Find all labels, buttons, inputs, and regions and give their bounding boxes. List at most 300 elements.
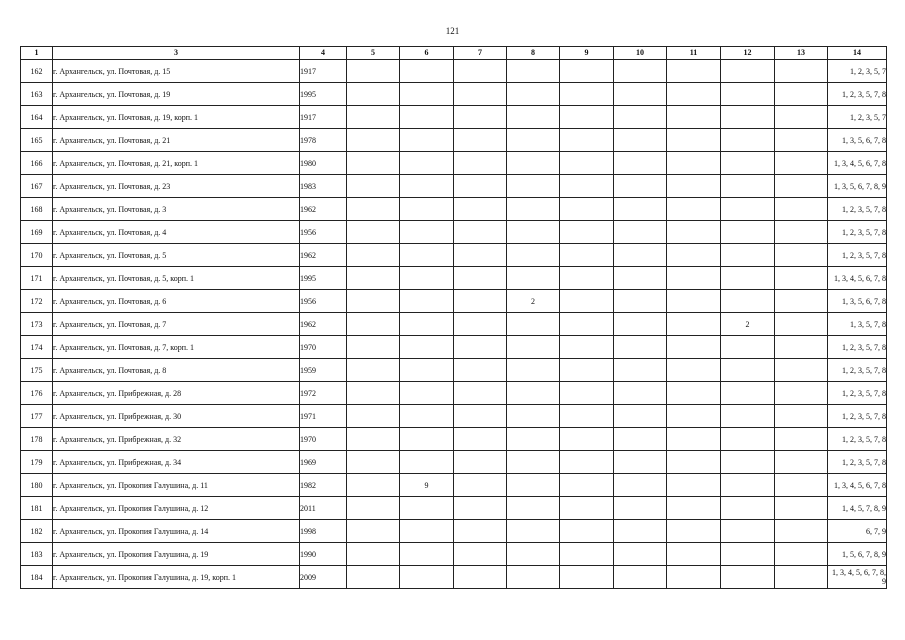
col12-cell — [721, 474, 775, 497]
col10-cell — [614, 451, 667, 474]
col6-cell — [400, 290, 454, 313]
col7-cell — [454, 520, 507, 543]
year-cell: 1959 — [300, 359, 347, 382]
table-row — [21, 198, 887, 221]
col14-cell: 1, 5, 6, 7, 8, 9 — [828, 543, 887, 566]
col7-cell — [454, 83, 507, 106]
col5-cell — [347, 451, 400, 474]
col9-cell — [560, 83, 614, 106]
col5-cell — [347, 382, 400, 405]
col8-cell — [507, 543, 560, 566]
col12-cell: 2 — [721, 313, 775, 336]
address-cell: г. Архангельск, ул. Прокопия Галушина, д. 11 — [53, 474, 300, 497]
column-header-6: 6 — [400, 47, 454, 60]
col7-cell — [454, 152, 507, 175]
table-row — [21, 221, 887, 244]
col5-cell — [347, 152, 400, 175]
col9-cell — [560, 405, 614, 428]
col11-cell — [667, 497, 721, 520]
col10-cell — [614, 106, 667, 129]
col11-cell — [667, 221, 721, 244]
col5-cell — [347, 313, 400, 336]
col12-cell — [721, 359, 775, 382]
column-header-1: 1 — [21, 47, 53, 60]
col6-cell — [400, 221, 454, 244]
table-row — [21, 497, 887, 520]
col6-cell — [400, 566, 454, 589]
col12-cell — [721, 244, 775, 267]
table-row — [21, 474, 887, 497]
col13-cell — [775, 382, 828, 405]
col9-cell — [560, 221, 614, 244]
col7-cell — [454, 244, 507, 267]
col6-cell — [400, 313, 454, 336]
col10-cell — [614, 60, 667, 83]
year-cell: 1969 — [300, 451, 347, 474]
col5-cell — [347, 221, 400, 244]
table-row — [21, 566, 887, 589]
col12-cell — [721, 543, 775, 566]
year-cell: 1970 — [300, 336, 347, 359]
col11-cell — [667, 129, 721, 152]
col6-cell — [400, 106, 454, 129]
col14-cell: 1, 3, 4, 5, 6, 7, 8 — [828, 152, 887, 175]
col11-cell — [667, 359, 721, 382]
col10-cell — [614, 290, 667, 313]
col13-cell — [775, 267, 828, 290]
address-cell: г. Архангельск, ул. Почтовая, д. 15 — [53, 60, 300, 83]
col10-cell — [614, 405, 667, 428]
col5-cell — [347, 106, 400, 129]
col13-cell — [775, 60, 828, 83]
address-cell: г. Архангельск, ул. Прибрежная, д. 34 — [53, 451, 300, 474]
page-number: 121 — [445, 26, 460, 36]
table-body — [21, 60, 887, 589]
column-header-3: 3 — [53, 47, 300, 60]
address-cell: г. Архангельск, ул. Прокопия Галушина, д. 12 — [53, 497, 300, 520]
address-cell: г. Архангельск, ул. Почтовая, д. 5 — [53, 244, 300, 267]
col9-cell — [560, 520, 614, 543]
col14-cell: 1, 2, 3, 5, 7, 8 — [828, 405, 887, 428]
col14-cell: 1, 2, 3, 5, 7 — [828, 60, 887, 83]
column-header-13: 13 — [775, 47, 828, 60]
col8-cell — [507, 428, 560, 451]
col5-cell — [347, 543, 400, 566]
col14-cell: 1, 2, 3, 5, 7, 8 — [828, 244, 887, 267]
col11-cell — [667, 520, 721, 543]
col6-cell: 9 — [400, 474, 454, 497]
col9-cell — [560, 359, 614, 382]
col14-cell: 1, 2, 3, 5, 7, 8 — [828, 428, 887, 451]
col9-cell — [560, 497, 614, 520]
col10-cell — [614, 543, 667, 566]
col6-cell — [400, 543, 454, 566]
col9-cell — [560, 566, 614, 589]
address-cell: г. Архангельск, ул. Почтовая, д. 3 — [53, 198, 300, 221]
col7-cell — [454, 336, 507, 359]
row-number: 177 — [21, 405, 53, 428]
row-number: 183 — [21, 543, 53, 566]
col12-cell — [721, 83, 775, 106]
row-number: 172 — [21, 290, 53, 313]
col9-cell — [560, 152, 614, 175]
col13-cell — [775, 129, 828, 152]
row-number: 184 — [21, 566, 53, 589]
col8-cell — [507, 221, 560, 244]
col6-cell — [400, 244, 454, 267]
col13-cell — [775, 83, 828, 106]
year-cell: 1982 — [300, 474, 347, 497]
col5-cell — [347, 198, 400, 221]
col12-cell — [721, 175, 775, 198]
col8-cell — [507, 566, 560, 589]
col13-cell — [775, 520, 828, 543]
column-header-9: 9 — [560, 47, 614, 60]
column-header-7: 7 — [454, 47, 507, 60]
address-cell: г. Архангельск, ул. Прибрежная, д. 28 — [53, 382, 300, 405]
col13-cell — [775, 313, 828, 336]
col8-cell — [507, 520, 560, 543]
table-row — [21, 267, 887, 290]
col13-cell — [775, 474, 828, 497]
col13-cell — [775, 497, 828, 520]
row-number: 162 — [21, 60, 53, 83]
address-cell: г. Архангельск, ул. Почтовая, д. 23 — [53, 175, 300, 198]
col12-cell — [721, 428, 775, 451]
address-cell: г. Архангельск, ул. Прокопия Галушина, д. 14 — [53, 520, 300, 543]
col7-cell — [454, 497, 507, 520]
col6-cell — [400, 451, 454, 474]
col6-cell — [400, 267, 454, 290]
col14-cell: 1, 3, 4, 5, 6, 7, 8 — [828, 474, 887, 497]
col8-cell — [507, 244, 560, 267]
col8-cell — [507, 83, 560, 106]
year-cell: 1956 — [300, 221, 347, 244]
table-row — [21, 290, 887, 313]
col6-cell — [400, 520, 454, 543]
col10-cell — [614, 267, 667, 290]
address-cell: г. Архангельск, ул. Прибрежная, д. 32 — [53, 428, 300, 451]
col9-cell — [560, 106, 614, 129]
address-cell: г. Архангельск, ул. Почтовая, д. 6 — [53, 290, 300, 313]
address-cell: г. Архангельск, ул. Прокопия Галушина, д. 19, корп. 1 — [53, 566, 300, 589]
address-cell: г. Архангельск, ул. Почтовая, д. 8 — [53, 359, 300, 382]
col13-cell — [775, 566, 828, 589]
col14-cell: 1, 2, 3, 5, 7, 8 — [828, 336, 887, 359]
col5-cell — [347, 175, 400, 198]
col8-cell — [507, 359, 560, 382]
col10-cell — [614, 244, 667, 267]
address-cell: г. Архангельск, ул. Прибрежная, д. 30 — [53, 405, 300, 428]
col11-cell — [667, 566, 721, 589]
col12-cell — [721, 221, 775, 244]
col13-cell — [775, 244, 828, 267]
year-cell: 1980 — [300, 152, 347, 175]
col10-cell — [614, 382, 667, 405]
col10-cell — [614, 520, 667, 543]
col5-cell — [347, 428, 400, 451]
col12-cell — [721, 198, 775, 221]
year-cell: 1995 — [300, 267, 347, 290]
year-cell: 1971 — [300, 405, 347, 428]
col8-cell — [507, 497, 560, 520]
col11-cell — [667, 175, 721, 198]
column-header-8: 8 — [507, 47, 560, 60]
table-row — [21, 520, 887, 543]
col8-cell — [507, 313, 560, 336]
col14-cell: 1, 3, 4, 5, 6, 7, 8 — [828, 267, 887, 290]
col7-cell — [454, 428, 507, 451]
column-header-12: 12 — [721, 47, 775, 60]
col10-cell — [614, 428, 667, 451]
col9-cell — [560, 198, 614, 221]
table-row — [21, 382, 887, 405]
col6-cell — [400, 359, 454, 382]
col5-cell — [347, 359, 400, 382]
col10-cell — [614, 336, 667, 359]
year-cell: 1917 — [300, 106, 347, 129]
col11-cell — [667, 451, 721, 474]
col14-cell: 1, 2, 3, 5, 7, 8 — [828, 83, 887, 106]
col6-cell — [400, 129, 454, 152]
col13-cell — [775, 106, 828, 129]
col14-cell: 1, 3, 5, 7, 8 — [828, 313, 887, 336]
col12-cell — [721, 267, 775, 290]
year-cell: 1962 — [300, 244, 347, 267]
col10-cell — [614, 359, 667, 382]
col7-cell — [454, 60, 507, 83]
col11-cell — [667, 382, 721, 405]
row-number: 175 — [21, 359, 53, 382]
col5-cell — [347, 336, 400, 359]
col5-cell — [347, 129, 400, 152]
col9-cell — [560, 313, 614, 336]
col8-cell — [507, 152, 560, 175]
col12-cell — [721, 106, 775, 129]
col10-cell — [614, 129, 667, 152]
col8-cell — [507, 267, 560, 290]
address-cell: г. Архангельск, ул. Почтовая, д. 4 — [53, 221, 300, 244]
col5-cell — [347, 267, 400, 290]
col13-cell — [775, 359, 828, 382]
row-number: 180 — [21, 474, 53, 497]
col8-cell — [507, 405, 560, 428]
row-number: 182 — [21, 520, 53, 543]
col9-cell — [560, 290, 614, 313]
col7-cell — [454, 474, 507, 497]
col11-cell — [667, 543, 721, 566]
col5-cell — [347, 83, 400, 106]
table-row — [21, 359, 887, 382]
col9-cell — [560, 336, 614, 359]
col10-cell — [614, 152, 667, 175]
col9-cell — [560, 382, 614, 405]
col6-cell — [400, 497, 454, 520]
col8-cell — [507, 198, 560, 221]
column-header-11: 11 — [667, 47, 721, 60]
col11-cell — [667, 83, 721, 106]
col14-cell: 1, 2, 3, 5, 7, 8 — [828, 451, 887, 474]
col12-cell — [721, 290, 775, 313]
year-cell: 1990 — [300, 543, 347, 566]
year-cell: 2011 — [300, 497, 347, 520]
col5-cell — [347, 290, 400, 313]
col9-cell — [560, 60, 614, 83]
year-cell: 1962 — [300, 313, 347, 336]
col10-cell — [614, 474, 667, 497]
col12-cell — [721, 129, 775, 152]
year-cell: 1983 — [300, 175, 347, 198]
address-cell: г. Архангельск, ул. Почтовая, д. 21 — [53, 129, 300, 152]
col12-cell — [721, 497, 775, 520]
col11-cell — [667, 405, 721, 428]
year-cell: 1970 — [300, 428, 347, 451]
col6-cell — [400, 175, 454, 198]
col14-cell: 1, 2, 3, 5, 7, 8 — [828, 359, 887, 382]
col12-cell — [721, 152, 775, 175]
col5-cell — [347, 497, 400, 520]
col7-cell — [454, 129, 507, 152]
year-cell: 1917 — [300, 60, 347, 83]
col6-cell — [400, 152, 454, 175]
col9-cell — [560, 267, 614, 290]
col10-cell — [614, 497, 667, 520]
table-row — [21, 106, 887, 129]
col5-cell — [347, 566, 400, 589]
col11-cell — [667, 290, 721, 313]
col13-cell — [775, 405, 828, 428]
col8-cell — [507, 129, 560, 152]
year-cell: 2009 — [300, 566, 347, 589]
col12-cell — [721, 566, 775, 589]
year-cell: 1995 — [300, 83, 347, 106]
col13-cell — [775, 152, 828, 175]
col7-cell — [454, 543, 507, 566]
header-row — [21, 47, 887, 60]
col7-cell — [454, 106, 507, 129]
column-header-5: 5 — [347, 47, 400, 60]
column-header-4: 4 — [300, 47, 347, 60]
col14-cell: 1, 2, 3, 5, 7 — [828, 106, 887, 129]
col7-cell — [454, 451, 507, 474]
col8-cell — [507, 106, 560, 129]
row-number: 165 — [21, 129, 53, 152]
col6-cell — [400, 405, 454, 428]
table-row — [21, 129, 887, 152]
year-cell: 1978 — [300, 129, 347, 152]
col8-cell: 2 — [507, 290, 560, 313]
column-header-14: 14 — [828, 47, 887, 60]
col9-cell — [560, 428, 614, 451]
col10-cell — [614, 198, 667, 221]
table-row — [21, 244, 887, 267]
col7-cell — [454, 290, 507, 313]
col11-cell — [667, 152, 721, 175]
row-number: 166 — [21, 152, 53, 175]
col14-cell: 1, 3, 5, 6, 7, 8 — [828, 290, 887, 313]
table-row — [21, 60, 887, 83]
col14-cell: 1, 3, 5, 6, 7, 8, 9 — [828, 175, 887, 198]
col13-cell — [775, 290, 828, 313]
address-cell: г. Архангельск, ул. Почтовая, д. 21, корп. 1 — [53, 152, 300, 175]
table-row — [21, 543, 887, 566]
col11-cell — [667, 60, 721, 83]
col11-cell — [667, 474, 721, 497]
col14-cell: 1, 4, 5, 7, 8, 9 — [828, 497, 887, 520]
col8-cell — [507, 451, 560, 474]
address-cell: г. Архангельск, ул. Почтовая, д. 7 — [53, 313, 300, 336]
col12-cell — [721, 336, 775, 359]
col8-cell — [507, 382, 560, 405]
address-cell: г. Архангельск, ул. Прокопия Галушина, д. 19 — [53, 543, 300, 566]
year-cell: 1956 — [300, 290, 347, 313]
col14-cell: 1, 3, 5, 6, 7, 8 — [828, 129, 887, 152]
table-row — [21, 336, 887, 359]
row-number: 178 — [21, 428, 53, 451]
col5-cell — [347, 520, 400, 543]
col14-cell: 1, 2, 3, 5, 7, 8 — [828, 382, 887, 405]
col12-cell — [721, 405, 775, 428]
col14-cell: 1, 3, 4, 5, 6, 7, 8, 9 — [828, 566, 887, 589]
col7-cell — [454, 313, 507, 336]
col6-cell — [400, 60, 454, 83]
col10-cell — [614, 313, 667, 336]
row-number: 163 — [21, 83, 53, 106]
col11-cell — [667, 106, 721, 129]
col7-cell — [454, 359, 507, 382]
col12-cell — [721, 382, 775, 405]
col13-cell — [775, 175, 828, 198]
col13-cell — [775, 451, 828, 474]
col11-cell — [667, 428, 721, 451]
col12-cell — [721, 520, 775, 543]
col10-cell — [614, 175, 667, 198]
col11-cell — [667, 336, 721, 359]
col6-cell — [400, 83, 454, 106]
col7-cell — [454, 175, 507, 198]
col9-cell — [560, 129, 614, 152]
col7-cell — [454, 198, 507, 221]
col14-cell: 1, 2, 3, 5, 7, 8 — [828, 221, 887, 244]
row-number: 169 — [21, 221, 53, 244]
row-number: 174 — [21, 336, 53, 359]
table-row — [21, 313, 887, 336]
col10-cell — [614, 221, 667, 244]
row-number: 179 — [21, 451, 53, 474]
col12-cell — [721, 60, 775, 83]
col13-cell — [775, 428, 828, 451]
col7-cell — [454, 221, 507, 244]
col14-cell: 6, 7, 9 — [828, 520, 887, 543]
year-cell: 1972 — [300, 382, 347, 405]
col5-cell — [347, 244, 400, 267]
col6-cell — [400, 382, 454, 405]
table-row — [21, 428, 887, 451]
col8-cell — [507, 60, 560, 83]
col9-cell — [560, 175, 614, 198]
col13-cell — [775, 336, 828, 359]
address-cell: г. Архангельск, ул. Почтовая, д. 7, корп. 1 — [53, 336, 300, 359]
address-cell: г. Архангельск, ул. Почтовая, д. 5, корп. 1 — [53, 267, 300, 290]
housing-register-table — [20, 46, 887, 589]
col9-cell — [560, 543, 614, 566]
col6-cell — [400, 428, 454, 451]
col9-cell — [560, 244, 614, 267]
col7-cell — [454, 382, 507, 405]
col9-cell — [560, 474, 614, 497]
column-header-10: 10 — [614, 47, 667, 60]
col7-cell — [454, 405, 507, 428]
